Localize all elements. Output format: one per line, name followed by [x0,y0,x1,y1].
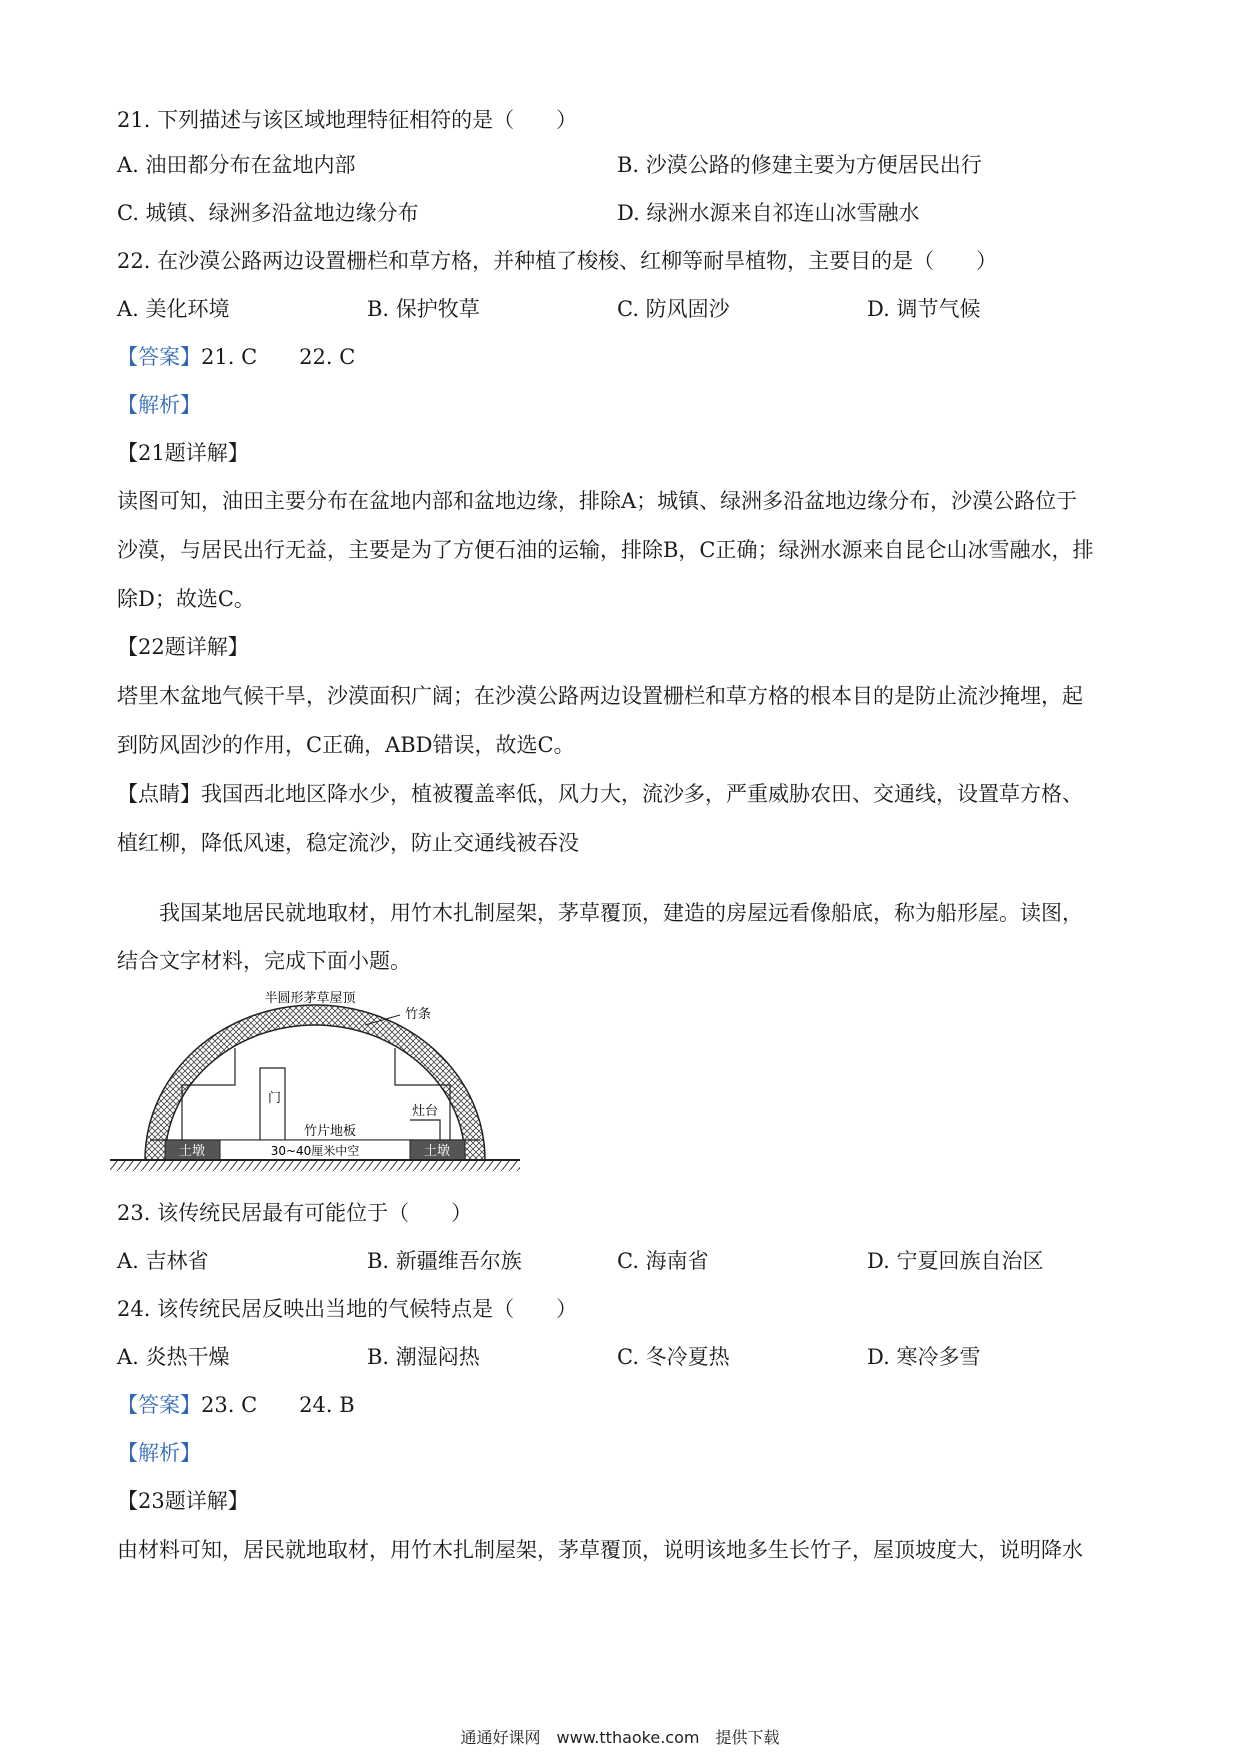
detail-22-title: 【22题详解】 [117,635,249,659]
question-24-stem: 24. 该传统民居反映出当地的气候特点是（ ） [117,1297,578,1321]
detail-23-title: 【23题详解】 [117,1489,249,1513]
boat-house-diagram [110,990,520,1190]
analysis-tag-1: 【解析】 [117,393,201,417]
tip-line-1: 【点睛】我国西北地区降水少，植被覆盖率低，风力大，流沙多，严重威胁农田、交通线，设置草方格、 [117,782,1083,806]
detail-21-line-1: 读图可知，油田主要分布在盆地内部和盆地边缘，排除A；城镇、绿洲多沿盆地边缘分布，沙漠公路位于 [117,489,1078,513]
answer-tag-2: 【答案】 [117,1393,201,1417]
door-label: 门 [268,1091,282,1106]
answer-block-1 [117,342,355,372]
answer-text-2: 23. C 24. B [201,1393,355,1417]
detail-22-line-2: 到防风固沙的作用，C正确，ABD错误，故选C。 [117,733,575,757]
q24-option-c: C. 冬冷夏热 [617,1345,730,1369]
detail-21-line-3: 除D；故选C。 [117,587,255,611]
q23-option-b: B. 新疆维吾尔族 [367,1249,522,1273]
page-footer: 通通好课网 www.tthaoke.com 提供下载 [460,1728,780,1747]
q22-option-c: C. 防风固沙 [617,297,730,321]
q23-option-c: C. 海南省 [617,1249,709,1273]
material-line-1: 我国某地居民就地取材，用竹木扎制屋架，茅草覆顶，建造的房屋远看像船底，称为船形屋。读图， [117,901,1083,925]
roof-label: 半圆形茅草屋顶 [264,991,356,1006]
stove-label: 灶台 [412,1104,439,1119]
q23-option-d: D. 宁夏回族自治区 [867,1249,1044,1273]
q21-option-c: C. 城镇、绿洲多沿盆地边缘分布 [117,201,419,225]
answer-block-2 [117,1390,355,1420]
bamboo-label: 竹条 [405,1007,432,1022]
right-base-label: 土墩 [423,1144,451,1159]
stove [410,1120,440,1140]
q22-option-d: D. 调节气候 [867,297,981,321]
ground-hatch [110,1161,520,1171]
floor-label: 竹片地板 [303,1124,357,1139]
q24-option-a: A. 炎热干燥 [117,1345,230,1369]
detail-21-title: 【21题详解】 [117,441,249,465]
left-base-label: 土墩 [178,1144,206,1159]
q24-option-d: D. 寒冷多雪 [867,1345,981,1369]
detail-21-line-2: 沙漠，与居民出行无益，主要是为了方便石油的运输，排除B，C正确；绿洲水源来自昆仑山冰雪融水，排 [117,538,1094,562]
question-22-stem: 22. 在沙漠公路两边设置栅栏和草方格，并种植了梭梭、红柳等耐旱植物，主要目的是（ ） [117,249,998,273]
question-23-stem: 23. 该传统民居最有可能位于（ ） [117,1201,473,1225]
detail-23-line-1: 由材料可知，居民就地取材，用竹木扎制屋架，茅草覆顶，说明该地多生长竹子，屋顶坡度大，说明降水 [117,1538,1083,1562]
q22-option-a: A. 美化环境 [117,297,230,321]
tip-line-2: 植红柳，降低风速，稳定流沙，防止交通线被吞没 [117,831,579,855]
q21-option-a: A. 油田都分布在盆地内部 [117,153,356,177]
analysis-tag-2: 【解析】 [117,1441,201,1465]
q21-option-b: B. 沙漠公路的修建主要为方便居民出行 [617,153,982,177]
q22-option-b: B. 保护牧草 [367,297,480,321]
gap-label: 30~40厘米中空 [270,1144,360,1158]
detail-22-line-1: 塔里木盆地气候干旱，沙漠面积广阔；在沙漠公路两边设置栅栏和草方格的根本目的是防止流沙掩埋，起 [117,684,1083,708]
q23-option-a: A. 吉林省 [117,1249,209,1273]
material-line-2: 结合文字材料，完成下面小题。 [117,949,411,973]
question-21-stem: 21. 下列描述与该区域地理特征相符的是（ ） [117,108,578,132]
answer-tag: 【答案】 [117,345,201,369]
q24-option-b: B. 潮湿闷热 [367,1345,480,1369]
answer-text: 21. C 22. C [201,345,356,369]
q21-option-d: D. 绿洲水源来自祁连山冰雪融水 [617,201,920,225]
